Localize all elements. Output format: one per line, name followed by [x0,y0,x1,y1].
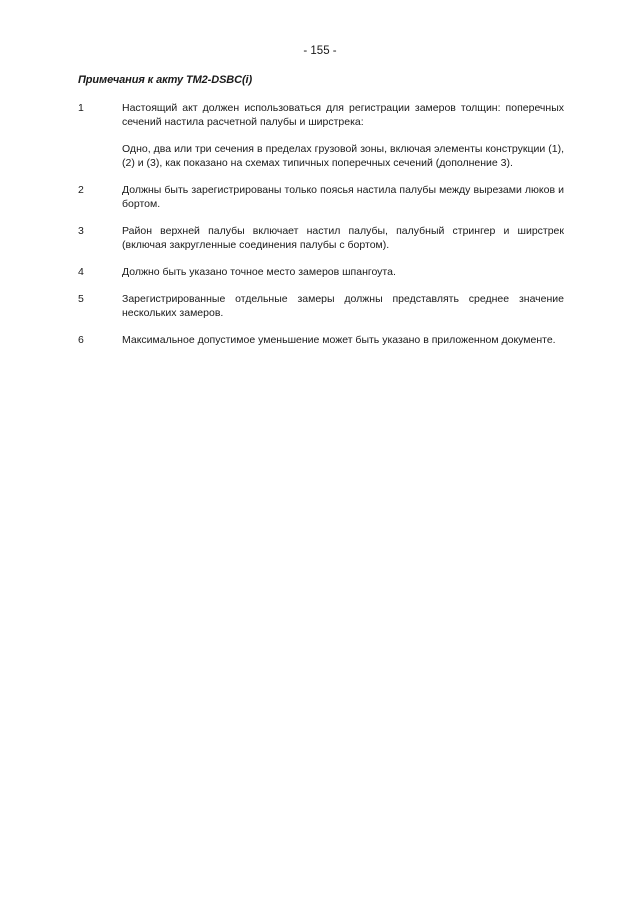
note-number: 6 [78,334,84,346]
note-item [78,292,564,320]
notes-heading: Примечания к акту TM2-DSBC(i) [78,74,253,86]
note-paragraph: Зарегистрированные отдельные замеры должны представлять среднее значение нескольких замеров. [122,293,564,319]
note-number: 1 [78,102,84,114]
note-number: 3 [78,225,84,237]
note-number: 2 [78,184,84,196]
note-body [122,292,564,320]
note-number: 5 [78,293,84,305]
note-item [78,333,564,347]
note-item [78,183,564,211]
note-paragraph: Максимальное допустимое уменьшение может быть указано в приложенном документе. [122,334,556,346]
page-number: - 155 - [303,45,337,57]
note-paragraph: Одно, два или три сечения в пределах грузовой зоны, включая элементы конструкции (1), (2) и (3), как показано на схемах типичных поперечных сечений (дополнение 3). [122,143,564,169]
note-paragraph: Должно быть указано точное место замеров шпангоута. [122,266,396,278]
note-body [122,224,564,252]
note-number: 4 [78,266,84,278]
note-item [78,265,564,279]
note-paragraph: Настоящий акт должен использоваться для регистрации замеров толщин: поперечных сечений настила расчетной палубы и ширстрека: [122,102,564,128]
note-item [78,101,564,170]
note-body [122,101,564,170]
note-paragraph: Район верхней палубы включает настил палубы, палубный стрингер и ширстрек (включая закругленные соединения палубы с бортом). [122,225,564,251]
note-body [122,333,564,347]
note-body [122,265,564,279]
note-paragraph: Должны быть зарегистрированы только поясья настила палубы между вырезами люков и бортом. [122,184,564,210]
notes-list [78,101,564,360]
note-body [122,183,564,211]
note-item [78,224,564,252]
